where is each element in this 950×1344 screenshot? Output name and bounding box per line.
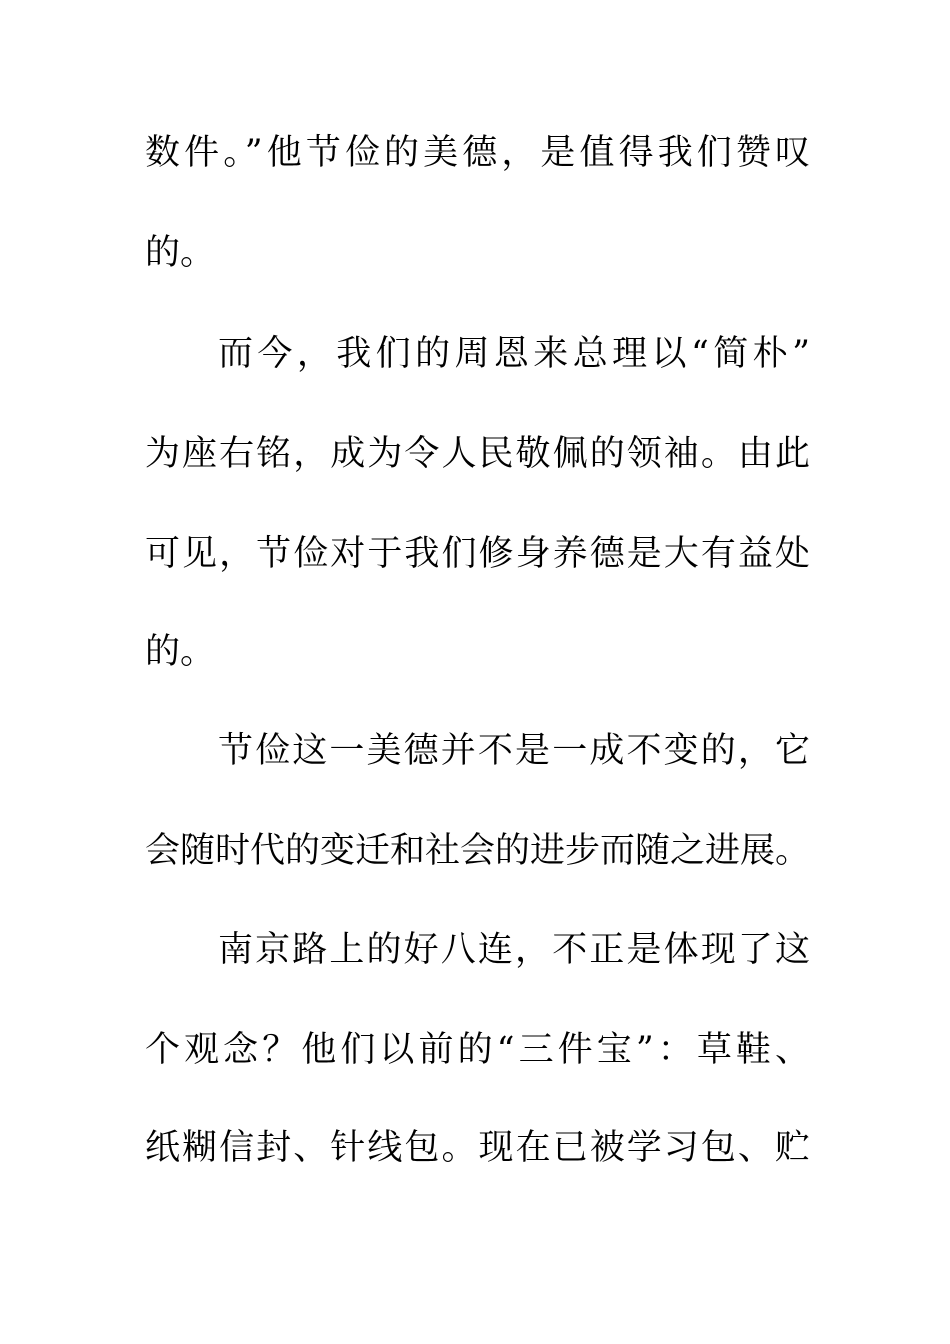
text-line: 个观念？他们以前的“三件宝”：草鞋、 [145, 1030, 810, 1070]
paragraph-first-line: 而今，我们的周恩来总理以“简朴” [218, 334, 810, 374]
text-line: 数件。”他节俭的美德，是值得我们赞叹 [145, 133, 810, 173]
text-line: 纸糊信封、针线包。现在已被学习包、贮 [145, 1128, 810, 1168]
text-line: 的。 [145, 233, 216, 273]
text-line: 可见，节俭对于我们修身养德是大有益处 [145, 534, 810, 574]
paragraph-first-line: 南京路上的好八连，不正是体现了这 [218, 930, 810, 970]
paragraph-first-line: 节俭这一美德并不是一成不变的，它 [218, 731, 810, 771]
text-line: 的。 [145, 632, 216, 672]
text-line: 为座右铭，成为令人民敬佩的领袖。由此 [145, 434, 810, 474]
text-line: 会随时代的变迁和社会的进步而随之进展。 [145, 831, 810, 871]
